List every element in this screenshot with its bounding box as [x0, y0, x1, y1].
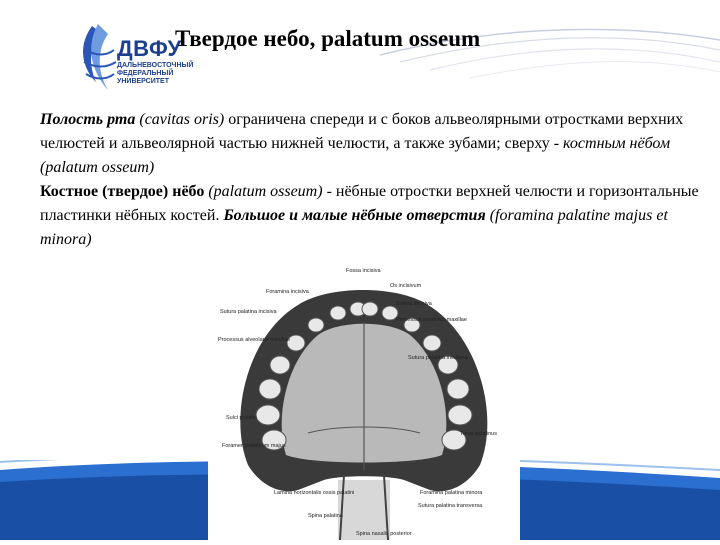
label-foramen-palatinum-majus: Foramen palatinum majus [222, 443, 286, 449]
latin-hard-palate: (palatum osseum) [208, 183, 323, 200]
label-torus-palatinus: Torus palatinus [460, 431, 497, 437]
term-bony-palate: костным нёбом [563, 135, 671, 152]
paragraph-hard-palate [40, 180, 712, 252]
term-oral-cavity: Полость рта [40, 111, 136, 128]
term-greater: Большое [223, 207, 286, 224]
slide-title: Твердое небо, palatum osseum [175, 26, 481, 51]
label-sulci-palatini: Sulci palatini [226, 415, 257, 421]
latin-oral-cavity: (cavitas oris) [139, 111, 225, 128]
logo-brand: ДВФУ [117, 36, 182, 61]
body-text [40, 108, 712, 252]
paragraph-oral-cavity [40, 108, 712, 180]
joiner: и [285, 207, 303, 224]
hard-palate-illustration [208, 265, 520, 540]
palate-drawing [208, 265, 520, 540]
label-fossa-incisiva: Fossa incisiva [346, 268, 381, 274]
latin-bony-palate: (palatum osseum) [40, 159, 155, 176]
label-processus-palatinus: Processus palatinus maxillae [396, 317, 467, 323]
logo-subtitle-line: УНИВЕРСИТЕТ [117, 78, 169, 85]
label-sutura-incisiva: Sutura incisiva [396, 301, 432, 307]
label-spina-palatina: Spina palatina [308, 513, 343, 519]
logo-subtitle-line: ДАЛЬНЕВОСТОЧНЫЙ [117, 62, 194, 69]
label-os-incisivum: Os incisivum [390, 283, 422, 289]
term-palatine-foramina: малые нёбные отверстия [302, 207, 486, 224]
logo-subtitle-line: ФЕДЕРАЛЬНЫЙ [117, 70, 174, 77]
label-foramina-palatina-minora: Foramina palatina minora [420, 490, 483, 496]
logo-subtitle [117, 62, 207, 86]
label-processus-alveolaris: Processus alveolaris maxillae [218, 337, 291, 343]
label-sutura-palatina-transversa: Sutura palatina transversa [418, 503, 483, 509]
term-hard-palate: Костное (твердое) нёбо [40, 183, 205, 200]
label-sutura-palatina-mediana: Sutura palatina mediana [408, 355, 468, 361]
paragraph-text: ограничена спереди и с боков альвеолярными отростками верхних челюстей и альвеолярной частью нижней челюсти, а также зубами; сверху - [40, 111, 684, 152]
label-sutura-palatina-incisiva: Sutura palatina incisiva [220, 309, 277, 315]
label-lamina-horizontalis: Lamina horizontalis ossis palatini [274, 490, 355, 496]
latin-palatine-foramina: (foramina palatine majus et minora) [40, 207, 668, 248]
label-spina-nasalis-posterior: Spina nasalis posterior [356, 531, 412, 537]
paragraph-text: - нёбные отростки верхней челюсти и горизонтальные пластинки нёбных костей. [40, 183, 699, 224]
label-foramina-incisiva: Foramina incisiva [266, 289, 309, 295]
